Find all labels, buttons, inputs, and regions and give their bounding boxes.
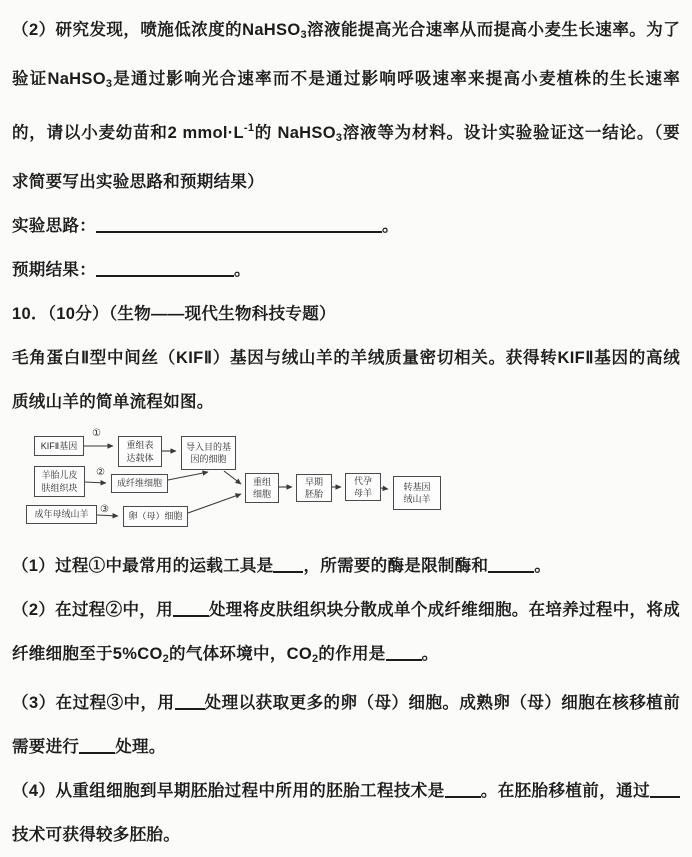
gene-transfer-flowchart	[18, 428, 450, 540]
experiment-idea-label: 实验思路：	[12, 217, 96, 235]
flowchart-box-recombinant-cell: 重组细胞	[245, 473, 279, 503]
text-run: 溶液能提高光合速率从而提高小麦生长速率。为了验证NaHSO	[12, 21, 680, 88]
text-run: 。	[534, 557, 552, 575]
text-run: 的作用是	[318, 645, 386, 663]
sub-question-3	[12, 681, 680, 769]
flowchart-box-surrogate-ewe: 代孕母羊	[345, 473, 381, 501]
flowchart-box-egg-cell: 卵（母）细胞	[123, 506, 188, 527]
experiment-idea-line	[12, 204, 680, 248]
text-run: 处理将皮肤组织块分散成单个成纤维细胞。在培养过程中，将成纤维细胞至于5%CO	[12, 601, 680, 663]
text-run: 的气体环境中，CO	[169, 645, 312, 663]
subscript: 3	[105, 78, 113, 90]
answer-blank	[173, 602, 209, 617]
step-3-label: ③	[100, 504, 109, 515]
flowchart-box-adult-goat: 成年母绒山羊	[26, 505, 97, 524]
text-run: 。在胚胎移植前，通过	[480, 782, 650, 800]
flowchart-box-skin-tissue: 羊胎儿皮肤组织块	[34, 466, 85, 497]
flowchart-box-early-embryo: 早期胚胎	[296, 474, 332, 502]
text-run: ，所需要的酶是限制酶和	[303, 557, 489, 575]
text-run: 。	[382, 217, 399, 235]
answer-blank	[488, 558, 534, 573]
answer-blank	[445, 783, 481, 798]
text-run: 溶液等为材料。设计实验验证这一结论。（要求简要写出实验思路和预期结果）	[12, 124, 680, 191]
subscript: 2	[311, 653, 319, 665]
text-run: 处理。	[115, 738, 166, 756]
subscript: 3	[335, 132, 343, 144]
question-2-paragraph	[12, 8, 680, 204]
answer-blank	[79, 739, 115, 754]
sub-question-2	[12, 588, 680, 681]
expected-result-label: 预期结果：	[12, 261, 96, 279]
sub-question-1	[12, 544, 680, 588]
question-10-intro: 毛角蛋白Ⅱ型中间丝（KIFⅡ）基因与绒山羊的羊绒质量密切相关。获得转KIFⅡ基因的高绒质绒山羊的简单流程如图。	[12, 349, 680, 411]
sub-question-4	[12, 769, 680, 857]
superscript: -1	[243, 122, 255, 134]
flowchart-box-expr-vector: 重组表达载体	[118, 436, 162, 467]
expected-result-line	[12, 248, 680, 292]
text-run: 的 NaHSO	[254, 124, 336, 142]
text-run: （3）在过程③中，用	[12, 694, 175, 712]
subscript: 2	[162, 653, 170, 665]
flowchart-box-target-cell: 导入目的基因的细胞	[181, 436, 236, 470]
answer-blank	[650, 783, 680, 798]
text-run: （2）研究发现，喷施低浓度的NaHSO	[12, 21, 301, 39]
flowchart-box-kif-gene: KIFⅡ基因	[34, 436, 84, 456]
text-run: （1）过程①中最常用的运载工具是	[12, 557, 274, 575]
text-run: 处理以获取更多的卵（母）细胞。成熟卵（母）细胞在核移植前需要进行	[12, 694, 680, 756]
text-run: 。	[421, 645, 439, 663]
answer-blank	[386, 646, 422, 661]
text-run: （2）在过程②中，用	[12, 601, 173, 619]
answer-blank	[273, 558, 303, 573]
subscript: 3	[300, 29, 307, 41]
text-run: 是通过影响光合速率而不是通过影响呼吸速率来提高小麦植株的生长速率的，请以小麦幼苗和2 mmol·L	[12, 70, 680, 142]
step-2-label: ②	[96, 467, 105, 478]
step-1-label: ①	[92, 428, 101, 439]
flowchart-box-transgenic-goat: 转基因绒山羊	[393, 476, 441, 510]
flowchart-box-fibroblast: 成纤维细胞	[111, 474, 168, 493]
answer-blank	[96, 262, 234, 277]
question-10-heading: 10．（10分）（生物——现代生物科技专题）	[12, 305, 336, 323]
answer-blank	[175, 695, 205, 710]
answer-blank	[96, 218, 382, 233]
text-run: 。	[234, 261, 251, 279]
text-run: 技术可获得较多胚胎。	[12, 826, 180, 844]
text-run: （4）从重组细胞到早期胚胎过程中所用的胚胎工程技术是	[12, 782, 445, 800]
